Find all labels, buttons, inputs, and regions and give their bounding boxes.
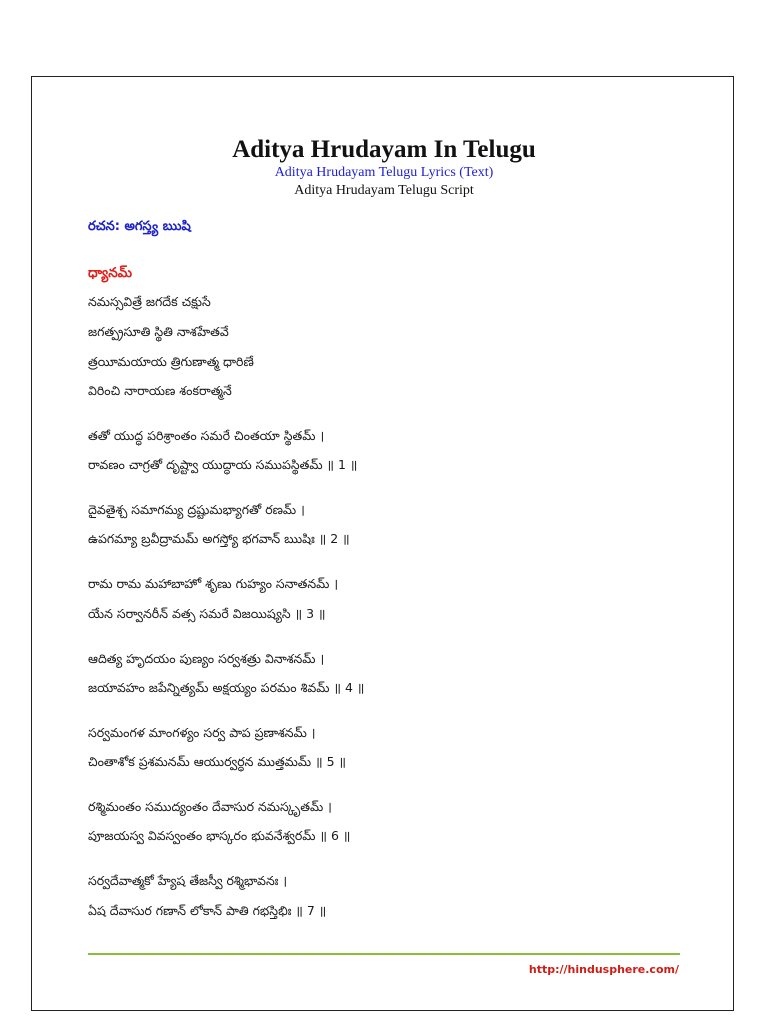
dhyanam-line: నమస్సవిత్రే జగదేక చక్షుసే	[88, 294, 211, 309]
verse-line: దైవతైశ్చ సమాగమ్య ద్రష్టుమభ్యాగతో రణమ్ ।	[88, 502, 305, 517]
lyrics-subtitle-link[interactable]: Aditya Hrudayam Telugu Lyrics (Text)	[274, 165, 494, 180]
verse-line: రామ రామ మహాబాహో శృణు గుహ్యం సనాతనమ్ ।	[88, 576, 339, 591]
verse-line: పూజయస్వ వివస్వంతం భాస్కరం భువనేశ్వరమ్ ॥ 6 ॥	[88, 828, 351, 843]
dhyanam-line: విరించి నారాయణ శంకరాత్మనే	[88, 383, 232, 398]
script-subtitle: Aditya Hrudayam Telugu Script	[294, 183, 474, 198]
verse-line: రావణం చాగ్రతో దృష్ట్వా యుద్ధాయ సముపస్థితమ్ ॥ 1 ॥	[88, 457, 358, 472]
page-title: Aditya Hrudayam In Telugu	[232, 136, 536, 163]
verse-line: ఉపగమ్యా బ్రవీద్రామమ్ అగస్త్యో భగవాన్ ఋషిః ॥ 2 ॥	[88, 531, 350, 546]
verse-line: సర్వదేవాత్మకో హ్యేష తేజస్వీ రశ్మిభావనః ।	[88, 873, 288, 888]
verse-line: తతో యుద్ధ పరిశ్రాంతం సమరే చింతయా స్థితమ్ ।	[88, 428, 325, 443]
footer-website-link[interactable]: http://hindusphere.com/	[528, 963, 679, 976]
verse-line: ఏష దేవాసుర గణాన్ లోకాన్ పాతి గభస్తిభిః ॥ 7 ॥	[88, 903, 327, 918]
dhyanam-line: జగత్ప్రసూతి స్థితి నాశహేతవే	[88, 324, 229, 339]
verse-line: జయావహం జపేన్నిత్యమ్ అక్షయ్యం పరమం శివమ్ ॥ 4 ॥	[88, 680, 365, 695]
dhyanam-line: త్రయీమయాయ త్రిగుణాత్మ ధారిణే	[88, 354, 254, 369]
footer-divider	[88, 953, 680, 955]
verse-line: రశ్మిమంతం సముద్యంతం దేవాసుర నమస్కృతమ్ ।	[88, 799, 332, 814]
dhyanam-heading: ధ్యానమ్	[88, 265, 132, 281]
verse-line: చింతాశోక ప్రశమనమ్ ఆయుర్వర్ధన ముత్తమమ్ ॥ 5 ॥	[88, 754, 346, 769]
verse-line: యేన సర్వానరీన్ వత్స సమరే విజయిష్యసి ॥ 3 ॥	[88, 606, 326, 621]
verse-line: ఆదిత్య హృదయం పుణ్యం సర్వశత్రు వినాశనమ్ ।	[88, 651, 325, 666]
author-line: రచన: అగస్త్య ఋషి	[88, 219, 191, 234]
verse-line: సర్వమంగళ మాంగళ్యం సర్వ పాప ప్రణాశనమ్ ।	[88, 725, 316, 740]
